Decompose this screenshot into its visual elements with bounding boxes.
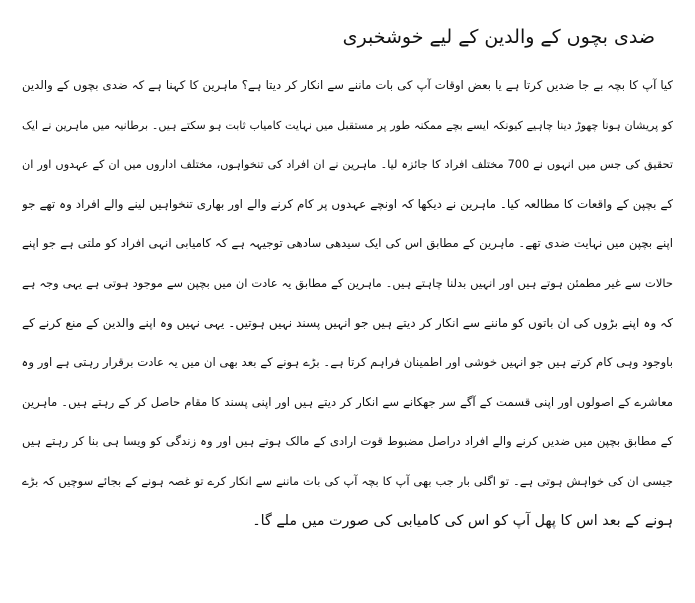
body-line: حالات سے غیر مطمئن ہوتے ہیں اور انہیں بدلنا چاہتے ہیں۔ ماہرین کے مطابق یہ عادت ان میں بچپن سے موجود ہوتی ہے یہی وجہ ہے [22, 275, 673, 290]
body-line: کے مطابق بچپن میں ضدیں کرنے والے افراد دراصل مضبوط قوت ارادی کے مالک ہوتے ہیں اور وہ زندگی کو ویسا ہی بنا کر رہتے ہیں [22, 434, 673, 449]
body-line: جیسی ان کی خواہش ہوتی ہے۔ تو اگلی بار جب بھی آپ کا بچہ آپ کی بات ماننے سے انکار کرے تو غصہ ہونے کے بجائے سوچیں کہ بڑے [22, 473, 673, 488]
body-line: باوجود وہی کام کرتے ہیں جو انہیں خوشی اور اطمینان فراہم کرتا ہے۔ بڑے ہونے کے بعد بھی ان میں یہ عادت برقرار رہتی ہے اور وہ [22, 355, 673, 370]
body-line: کیا آپ کا بچہ بے جا ضدیں کرتا ہے یا بعض اوقات آپ کی بات ماننے سے انکار کر دیتا ہے؟ ماہرین کا کہنا ہے کہ ضدی بچوں کے والدین [22, 78, 673, 92]
body-line: تحقیق کی جس میں انہوں نے 700 مختلف افراد کا جائزہ لیا۔ ماہرین نے ان افراد کی تنخواہوں، مختلف اداروں میں ان کے عہدوں اور ان [22, 158, 673, 172]
body-line: کے بچپن کے واقعات کا مطالعہ کیا۔ ماہرین نے دیکھا کہ اونچے عہدوں پر کام کرنے والے اور بھاری تنخواہیں لینے والے افراد وہ تھے جو [22, 196, 673, 211]
body-line: اپنے بچپن میں نہایت ضدی تھے۔ ماہرین کے مطابق اس کی ایک سیدھی سادھی توجیہہ ہے کہ کامیابی انہی افراد کو ملتی ہے جو اپنے [22, 236, 673, 251]
body-line: ہونے کے بعد اس کا پھل آپ کو اس کی کامیابی کی صورت میں ملے گا۔ [252, 512, 673, 529]
body-line: کہ وہ اپنے بڑوں کی ان باتوں کو ماننے سے انکار کر دیتے ہیں جو انہیں پسند نہیں ہوتیں۔ یہی نہیں وہ اپنے والدین کے منع کرنے کے [22, 315, 673, 330]
body-line: کو پریشان ہونا چھوڑ دینا چاہیے کیونکہ ایسے بچے ممکنہ طور پر مستقبل میں نہایت کامیاب ثابت ہو سکتے ہیں۔ برطانیہ میں ماہرین نے ایک [22, 118, 673, 132]
article-body [22, 66, 673, 541]
article-title: ضدی بچوں کے والدین کے لیے خوشخبری [342, 26, 655, 48]
body-line: معاشرے کے اصولوں اور اپنی قسمت کے آگے سر جھکانے سے انکار کر دیتے ہیں اور اپنی پسند کا مقام حاصل کر کے رہتے ہیں۔ ماہرین [22, 394, 673, 409]
